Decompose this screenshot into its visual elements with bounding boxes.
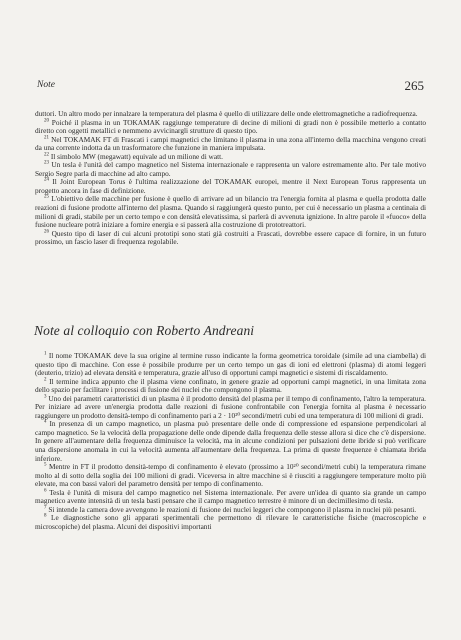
note-1: $^1$ Il nome TOKAMAK deve la sua origine al termine russo indicante la forma geometrica toroidale (simile ad una ciambella) di questo tipo di macchine. Con esse è possibile produrre per un certo tempo un gas di ioni ed elettroni (plasma) di atomi leggeri (deuterio, trizio) ad elevata densità e temperatura, grazie all'uso di opportuni campi magnetici e sistemi di riscaldamento. xyxy=(35,351,426,378)
note-6: $^6$ Tesla è l'unità di misura del campo magnetico nel Sistema internazionale. Per avere un'idea di quanto sia grande un campo magnetico avente intensità di un tesla basti pensare che il campo magnetico terrestre è minore di un decimillesimo di tesla. xyxy=(35,487,426,506)
note-25: $^{25}$ L'obiettivo delle macchine per fusione è quello di arrivare ad un bilancio tra l'energia fornita al plasma e quella prodotta dalle reazioni di fusione prodotte all'interno del plasma. Quando si raggiungerà questo punto, per cui è necessario un plasma a centinaia di milioni di gradi, stabile per un certo tempo e con densità elevatissima, si parlerà di avvenuta ignizione. In altre parole il «fuoco» della fusione nucleare potrà iniziare a fornire energia e si passerà alla costruzione di prototreattori. xyxy=(35,194,426,230)
note-26: $^{26}$ Questo tipo di laser di cui alcuni prototipi sono stati già costruiti a Frascati, dovrebbe essere capace di fornire, in un futuro prossimo, un fascio laser di frequenza regolabile. xyxy=(35,228,426,247)
note-21: $^{21}$ Nel TOKAMAK FT di Frascati i campi magnetici che limitano il plasma in una zona all'interno della macchina vengono creati da una corrente indotta da un trasformatore che funzione in maniera impulsata. xyxy=(35,134,426,153)
note-7: $^7$ Si intende la camera dove avvengono le reazioni di fusione dei nuclei leggeri che compongono il plasma in nuclei più pesanti. xyxy=(44,504,417,514)
note-2: $^2$ Il termine indica appunto che il plasma viene confinato, in genere grazie ad opportuni campi magnetici, in una limitata zona dello spazio per facilitare i processi di fusione dei nuclei che compongono il plasma. xyxy=(35,376,426,395)
note-24: $^{24}$ Il Joint European Torus è l'ultima realizzazione del TOKAMAK europei, mentre il Next European Torus rappresenta un progetto ancora in fase di definizione. xyxy=(35,177,427,195)
section-title: Note al colloquio con Roberto Andreani xyxy=(34,323,255,338)
note-3: $^3$ Uno dei parametri caratteristici di un plasma è il prodotto densità del plasma per il tempo di confinamento, l'altro la temperatura. Per iniziare ad avere un'energia prodotta dalle reazioni di fusione confrontabile con l'energia fornita al plasma è necessario raggiungere un prodotto densità-tempo di confinamento pari a 2 · 10²⁰ secondi/metri cubi ed una temperatura di 100 milioni di gradi. xyxy=(35,393,427,420)
note-20: $^{20}$ Poiché il plasma in un TOKAMAK raggiunge temperature di decine di milioni di gradi non è possibile metterlo a contatto diretto con oggetti metallici e nemmeno avvicinargli strutture di questo tipo. xyxy=(35,117,427,136)
note-4: $^4$ In presenza di un campo magnetico, un plasma può presentare delle onde di compressione ed espansione perpendicolari al campo magnetico. Se la velocità della propagazione delle onde dipende dalla frequenza delle stesse allora si dice che c'è dispersione. In genere all'aumentare della frequenza diminuisce la velocità, ma in alcune condizioni per pulsazioni dette ibride si può verificare una dispersione anomala in cui la velocità aumenta all'aumentare della frequenza. La prima di queste frequenze è chiamata ibrida inferiore. xyxy=(35,419,426,463)
bottom-notes xyxy=(35,352,426,531)
note-23: $^{23}$ Un tesla è l'unità del campo magnetico nel Sistema internazionale e rappresenta un valore estremamente alto. Per tale motivo Sergio Segre parla di macchine ad alto campo. xyxy=(35,160,426,178)
top-notes xyxy=(35,110,426,247)
page-number: 265 xyxy=(404,78,424,93)
note-8: $^8$ Le diagnostiche sono gli apparati sperimentali che permettono di rilevare le caratteristiche fisiche (macroscopiche e microscopiche) del plasma. Alcuni dei dispositivi importanti xyxy=(35,513,426,531)
running-head: Note xyxy=(37,80,55,90)
note-5: $^5$ Mentre in FT il prodotto densità-tempo di confinamento è elevato (prossimo a 10²⁰ secondi/metri cubi) la temperatura rimane molto al di sotto della soglia dei 100 milioni di gradi. Viceversa in altre macchine si è riusciti a raggiungere temperature molto più elevate, ma con bassi valori del parametro densità per tempo di confinamento. xyxy=(35,462,426,489)
page-header xyxy=(37,80,424,96)
note-continuation: duttori. Un altro modo per innalzare la temperatura del plasma è quello di utilizzare delle onde elettromagnetiche a radiofrequenza. xyxy=(35,109,418,118)
note-22: $^{22}$ Il simbolo MW (megawatt) equivale ad un milione di watt. xyxy=(44,151,223,161)
